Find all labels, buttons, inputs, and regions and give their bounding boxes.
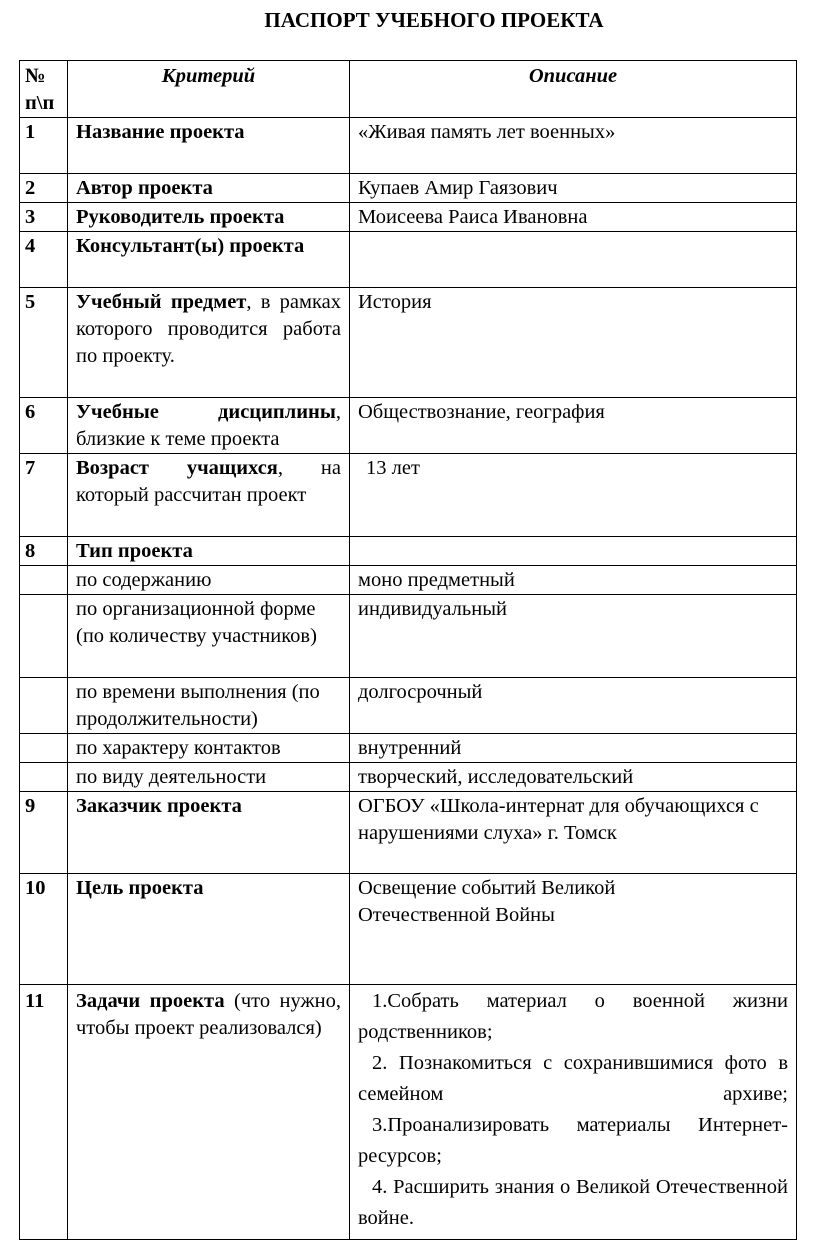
task-item-4-text: 4. Расширить знания о Великой Отечественной войне. <box>358 1176 788 1229</box>
task-item-3 <box>358 1110 788 1172</box>
row-value: индивидуальный <box>350 595 797 678</box>
header-criterion: Критерий <box>68 61 350 118</box>
table-row <box>20 118 797 174</box>
task-item-4 <box>358 1172 788 1234</box>
row-label: по времени выполнения (по продолжительности) <box>68 678 350 734</box>
row-value: «Живая память лет военных» <box>350 118 797 174</box>
row-value: творческий, исследовательский <box>350 763 797 792</box>
table-row <box>20 566 797 595</box>
row-value: Моисеева Раиса Ивановна <box>350 203 797 232</box>
row-label-rest: , близкие к теме проекта <box>76 401 341 450</box>
header-num: № п\п <box>20 61 68 118</box>
row-label-bold: Название проекта <box>76 121 245 143</box>
row-num-empty <box>20 763 68 792</box>
task-item-1 <box>358 986 788 1048</box>
row-num: 10 <box>20 874 68 985</box>
row-num: 8 <box>20 537 68 566</box>
row-num-empty <box>20 734 68 763</box>
project-passport-table <box>19 60 797 1240</box>
row-label-bold: Автор проекта <box>76 177 213 199</box>
table-row <box>20 792 797 874</box>
row-num-empty <box>20 566 68 595</box>
row-label-bold: Цель проекта <box>76 877 204 899</box>
row-label <box>68 174 350 203</box>
row-label <box>68 792 350 874</box>
row-num-empty <box>20 595 68 678</box>
task-list <box>350 985 797 1240</box>
row-num: 2 <box>20 174 68 203</box>
row-num: 1 <box>20 118 68 174</box>
row-value: 13 лет <box>350 454 797 537</box>
table-header-row <box>20 61 797 118</box>
row-value: Купаев Амир Гаязович <box>350 174 797 203</box>
row-label: по виду деятельности <box>68 763 350 792</box>
page-title: ПАСПОРТ УЧЕБНОГО ПРОЕКТА <box>264 8 604 32</box>
table-row <box>20 595 797 678</box>
row-num: 4 <box>20 232 68 288</box>
task-item-2-text: 2. Познакомиться с сохранившимися фото в семейном архиве; <box>358 1052 788 1105</box>
task-item-1-text: 1.Собрать материал о военной жизни родственников; <box>358 990 788 1043</box>
row-value: История <box>350 288 797 398</box>
row-label <box>68 232 350 288</box>
row-label <box>68 874 350 985</box>
table-row <box>20 763 797 792</box>
row-num: 9 <box>20 792 68 874</box>
row-label <box>68 118 350 174</box>
task-item-3-text: 3.Проанализировать материалы Интернет-ресурсов; <box>358 1114 788 1167</box>
row-label-bold: Задачи проекта <box>76 990 225 1012</box>
row-label-bold: Учебный предмет <box>76 291 247 313</box>
table-row <box>20 874 797 985</box>
row-value: долгосрочный <box>350 678 797 734</box>
table-row <box>20 454 797 537</box>
row-value: ОГБОУ «Школа-интернат для обучающихся с нарушениями слуха» г. Томск <box>350 792 797 874</box>
row-num: 6 <box>20 398 68 454</box>
row-num-empty <box>20 678 68 734</box>
table-row <box>20 288 797 398</box>
row-label-bold: Возраст учащихся <box>76 457 278 479</box>
row-num: 11 <box>20 985 68 1240</box>
task-item-2 <box>358 1048 788 1110</box>
row-label-rest: , в рамках которого проводится работа по проекту. <box>76 291 341 367</box>
row-num: 5 <box>20 288 68 398</box>
row-value: моно предметный <box>350 566 797 595</box>
row-value: Освещение событий Великой Отечественной Войны <box>350 874 797 985</box>
table-row <box>20 678 797 734</box>
row-label-bold: Консультант(ы) проекта <box>76 235 305 257</box>
row-label: по содержанию <box>68 566 350 595</box>
row-label-rest: (что нужно, чтобы проект реализовался) <box>76 990 341 1039</box>
row-label-bold: Тип проекта <box>76 540 193 562</box>
table-row <box>20 734 797 763</box>
row-label: по характеру контактов <box>68 734 350 763</box>
header-description: Описание <box>350 61 797 118</box>
table-row <box>20 985 797 1240</box>
row-value: внутренний <box>350 734 797 763</box>
row-label <box>68 985 350 1240</box>
table-row <box>20 398 797 454</box>
row-label-rest: , на который рассчитан проект <box>76 457 341 506</box>
row-label-bold: Заказчик проекта <box>76 795 242 817</box>
table-row <box>20 174 797 203</box>
row-label-bold: Учебные дисциплины <box>76 401 336 423</box>
row-label <box>68 537 350 566</box>
row-value <box>350 232 797 288</box>
table-row <box>20 537 797 566</box>
row-label-bold: Руководитель проекта <box>76 206 285 228</box>
table-row <box>20 232 797 288</box>
table-row <box>20 203 797 232</box>
row-num: 3 <box>20 203 68 232</box>
row-label <box>68 203 350 232</box>
row-value <box>350 537 797 566</box>
row-label <box>68 454 350 537</box>
row-label: по организационной форме (по количеству участников) <box>68 595 350 678</box>
row-label <box>68 288 350 398</box>
row-num: 7 <box>20 454 68 537</box>
row-value: Обществознание, география <box>350 398 797 454</box>
row-label <box>68 398 350 454</box>
